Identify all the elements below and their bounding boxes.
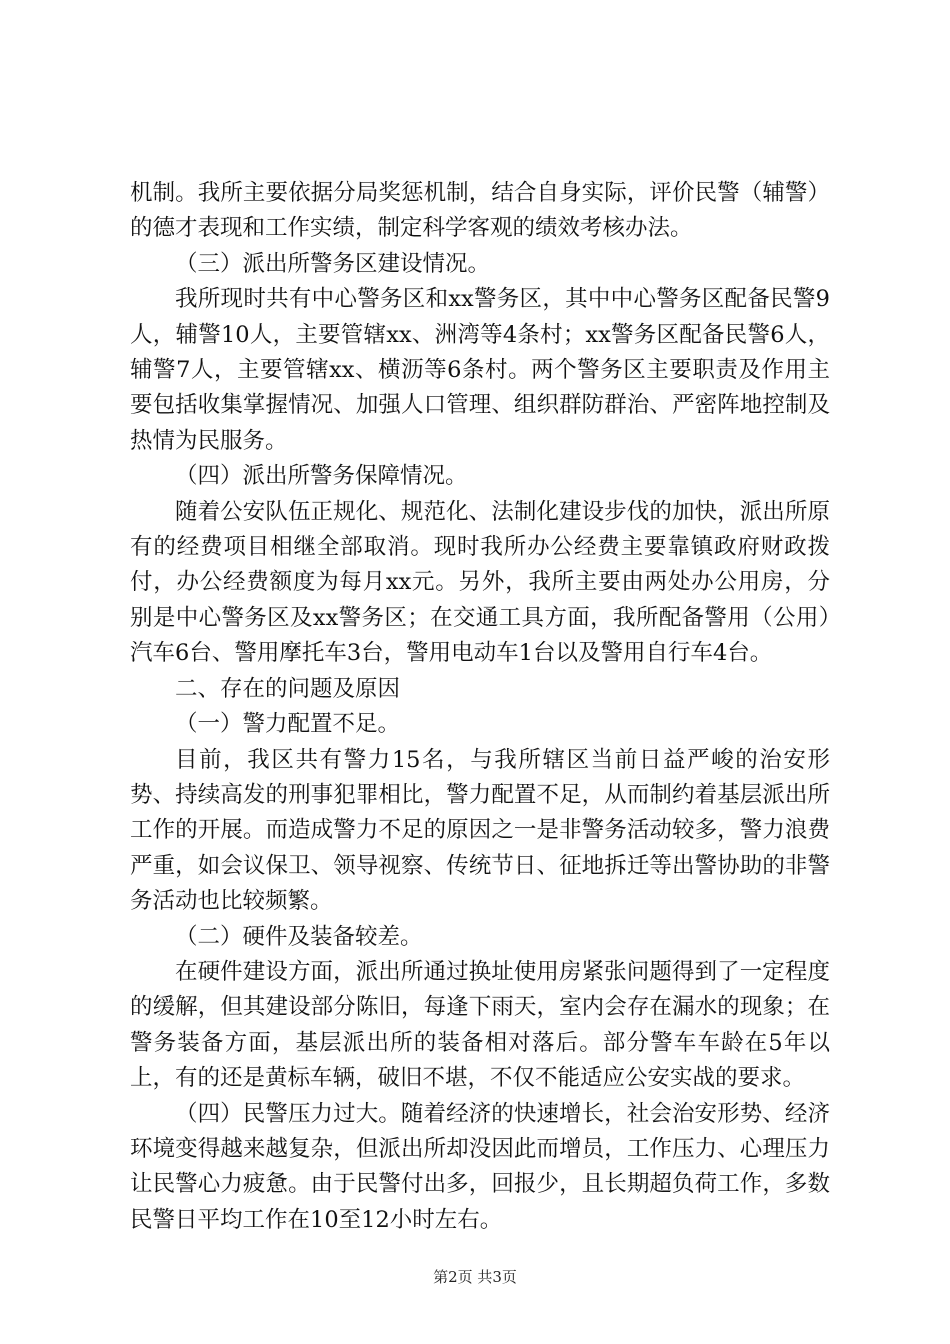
paragraph-10: 在硬件建设方面，派出所通过换址使用房紧张问题得到了一定程度的缓解，但其建设部分陈旧，每逢下雨天，室内会存在漏水的现象；在警务装备方面，基层派出所的装备相对落后。部分警车车龄在5年以上，有的还是黄标车辆，破旧不堪，不仅不能适应公安实战的要求。 bbox=[130, 958, 830, 1092]
paragraph-11: （四）民警压力过大。随着经济的快速增长，社会治安形势、经济环境变得越来越复杂，但派出所却没因此而增员，工作压力、心理压力让民警心力疲惫。由于民警付出多，回报少，且长期超负荷工作，多数民警日平均工作在10至12小时左右。 bbox=[130, 1100, 830, 1233]
section-heading-2-2: （二）硬件及装备较差。 bbox=[175, 923, 423, 950]
section-heading-2-1: （一）警力配置不足。 bbox=[175, 711, 401, 738]
paragraph-1: 机制。我所主要依据分局奖惩机制，结合自身实际，评价民警（辅警）的德才表现和工作实绩，制定科学客观的绩效考核办法。 bbox=[130, 180, 830, 242]
paragraph-5: 随着公安队伍正规化、规范化、法制化建设步伐的加快，派出所原有的经费项目相继全部取消。现时我所办公经费主要靠镇政府财政拨付，办公经费额度为每月xx元。另外，我所主要由两处办公用房，分别是中心警务区及xx警务区；在交通工具方面，我所配备警用（公用）汽车6台、警用摩托车3台，警用电动车1台以及警用自行车4台。 bbox=[130, 498, 830, 667]
section-heading-3: （三）派出所警务区建设情况。 bbox=[175, 250, 491, 277]
page-number-label: 第2页 共3页 bbox=[433, 1268, 517, 1286]
chapter-heading-2: 二、存在的问题及原因 bbox=[175, 675, 401, 702]
page-footer bbox=[0, 1267, 950, 1287]
section-heading-4: （四）派出所警务保障情况。 bbox=[175, 463, 468, 490]
document-body bbox=[130, 176, 830, 1238]
paragraph-3: 我所现时共有中心警务区和xx警务区，其中中心警务区配备民警9人，辅警10人，主要管辖xx、洲湾等4条村；xx警务区配备民警6人，辅警7人，主要管辖xx、横沥等6条村。两个警务区主要职责及作用主要包括收集掌握情况、加强人口管理、组织群防群治、严密阵地控制及热情为民服务。 bbox=[130, 286, 830, 454]
paragraph-8: 目前，我区共有警力15名，与我所辖区当前日益严峻的治安形势、持续高发的刑事犯罪相比，警力配置不足，从而制约着基层派出所工作的开展。而造成警力不足的原因之一是非警务活动较多，警力浪费严重，如会议保卫、领导视察、传统节日、征地拆迁等出警协助的非警务活动也比较频繁。 bbox=[130, 746, 830, 915]
